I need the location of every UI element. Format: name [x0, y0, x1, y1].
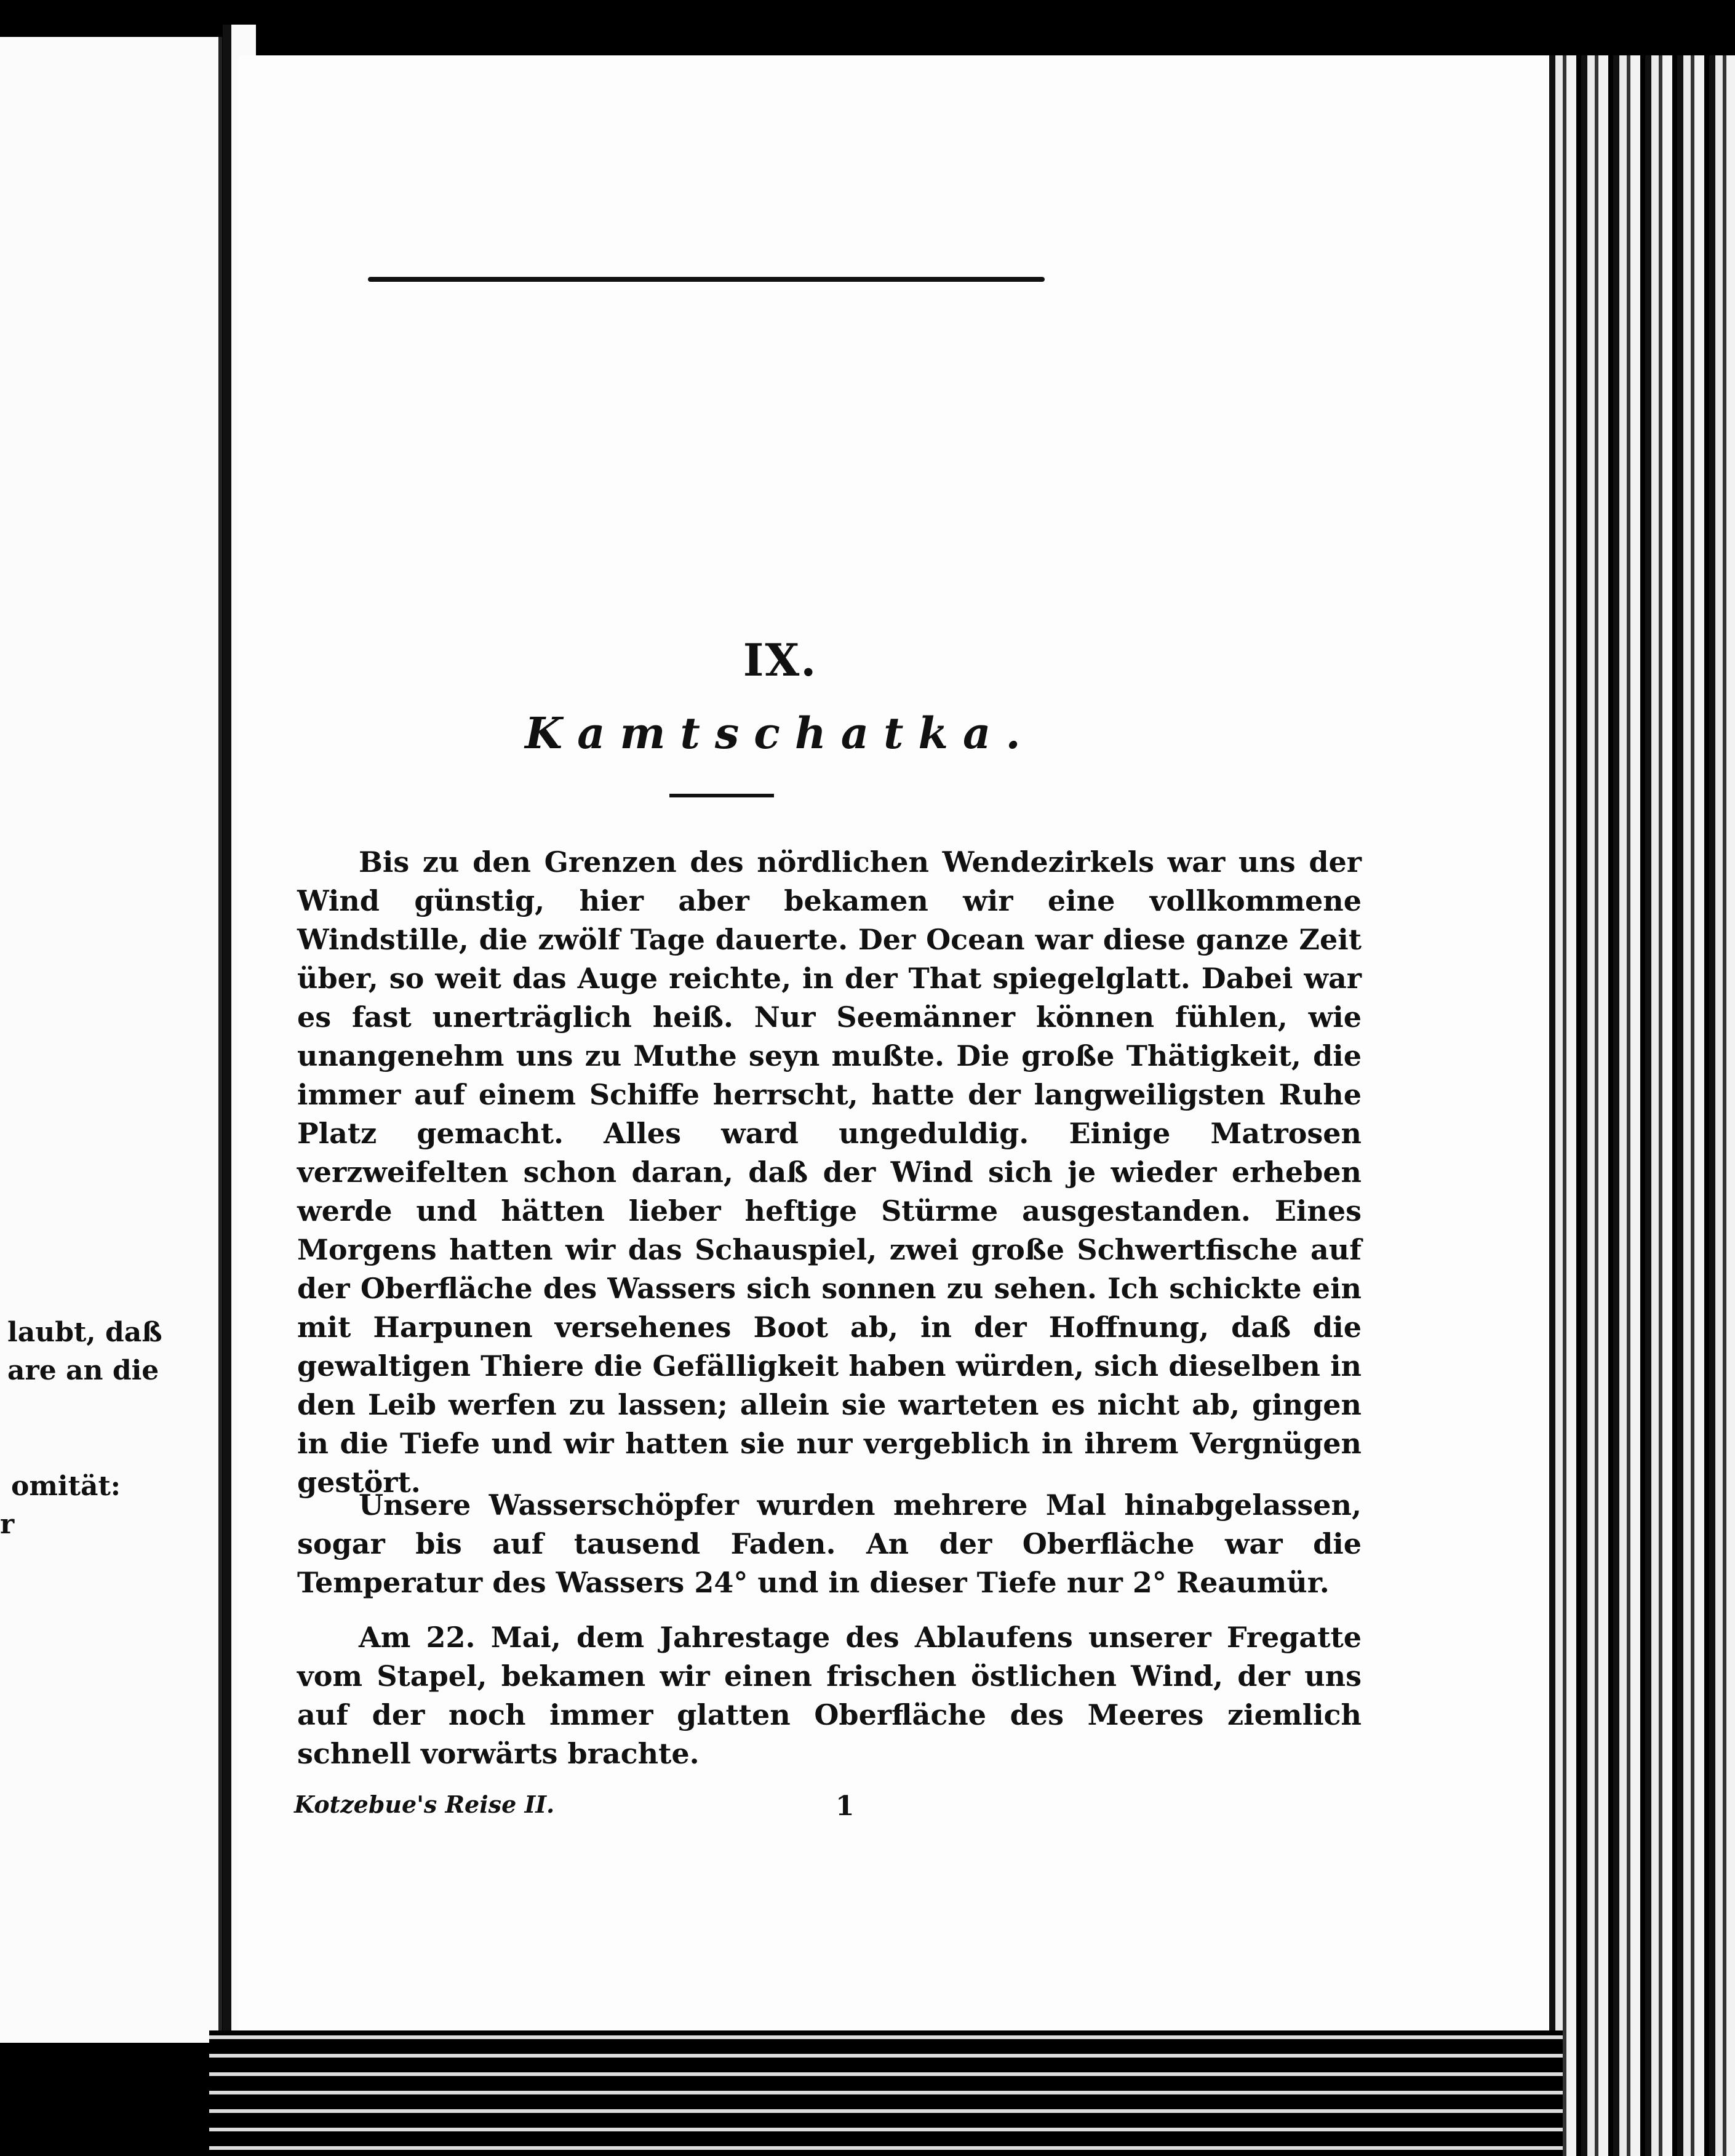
chapter-title: Kamtschatka. — [525, 708, 1035, 759]
scan-top-border — [0, 0, 1735, 49]
left-page-line: r — [0, 1509, 15, 1540]
paragraph-1 — [297, 843, 1362, 1502]
page-bottom-edge — [209, 2030, 1563, 2156]
paragraph-text: Bis zu den Grenzen des nördlichen Wendezirkels war uns der Wind günstig, hier aber bekamen wir eine vollkommene Windstille, die zwölf Tage dauerte. Der Ocean war diese ganze Zeit über, so weit das Auge reichte, in der That spiegelglatt. Dabei war es fast unerträglich heiß. Nur Seemänner können fühlen, wie unangenehm uns zu Muthe seyn mußte. Die große Thätigkeit, die immer auf einem Schiffe herrscht, hatte der langweiligsten Ruhe Platz gemacht. Alles ward ungeduldig. Einige Matrosen verzweifelten schon daran, daß der Wind sich je wieder erheben werde und hätten lieber heftige Stürme ausgestanden. Eines Morgens hatten wir das Schauspiel, zwei große Schwertfische auf der Oberfläche des Wassers sich sonnen zu sehen. Ich schickte ein mit Harpunen versehenes Boot ab, in der Hoffnung, daß die gewaltigen Thiere die Gefälligkeit haben würden, sich dieselben in den Leib werfen zu lassen; allein sie warteten es nicht ab, gingen in die Tiefe und wir hatten sie nur vergeblich in ihrem Vergnügen gestört. — [297, 845, 1362, 1499]
left-page-line: laubt, daß — [7, 1317, 162, 1348]
paragraph-2 — [297, 1486, 1362, 1602]
left-page-line: omität: — [11, 1471, 121, 1502]
chapter-number: IX. — [743, 634, 818, 686]
title-divider — [669, 794, 774, 797]
paragraph-3 — [297, 1618, 1362, 1773]
paragraph-text: Am 22. Mai, dem Jahrestage des Ablaufens unserer Fregatte vom Stapel, bekamen wir einen frischen östlichen Wind, der uns auf der noch immer glatten Oberfläche des Meeres ziemlich schnell vorwärts brachte. — [297, 1621, 1362, 1770]
book-page — [239, 55, 1562, 2043]
left-page-line: are an die — [7, 1355, 159, 1386]
paragraph-text: Unsere Wasserschöpfer wurden mehrere Mal hinabgelassen, sogar bis auf tausend Faden. An der Oberfläche war die Temperatur des Wassers 24° und in dieser Tiefe nur 2° Reaumür. — [297, 1488, 1362, 1599]
top-ornamental-rule — [368, 277, 1045, 282]
page-number: 1 — [836, 1791, 855, 1822]
page-stack-edge — [1549, 55, 1735, 2156]
signature-mark: Kotzebue's Reise II. — [294, 1791, 555, 1818]
previous-page — [0, 37, 222, 2043]
